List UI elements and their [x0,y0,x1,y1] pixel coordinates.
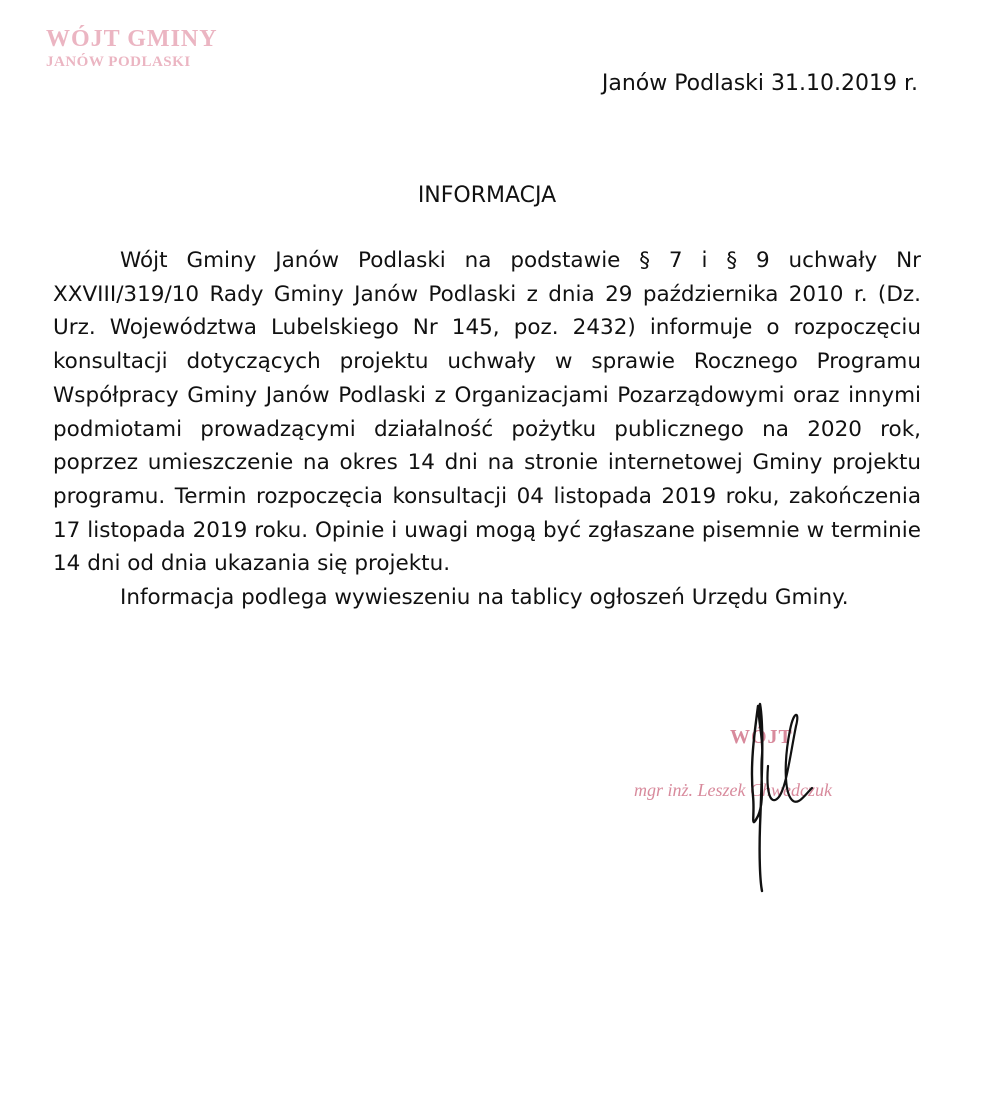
header-stamp [46,26,218,71]
document-body [53,244,921,615]
handwritten-signature [720,696,840,896]
document-date: Janów Podlaski 31.10.2019 r. [601,71,918,96]
signature-stamp-name: mgr inż. Leszek Chwedczuk [634,780,832,800]
document-title: INFORMACJA [417,183,557,208]
posting-note-paragraph: Informacja podlega wywieszeniu na tablicy ogłoszeń Urzędu Gminy. [120,585,849,611]
main-paragraph: Wójt Gminy Janów Podlaski na podstawie § 7 i § 9 uchwały Nr XXVIII/319/10 Rady Gminy Janów Podlaski z dnia 29 października 2010 r. (Dz. Urz. Województwa Lubelskiego Nr 145, poz. 2432) informuje o rozpoczęciu konsultacji dotyczących projektu uchwały w sprawie Rocznego Programu Współpracy Gminy Janów Podlaski z Organizacjami Pozarządowymi oraz innymi podmiotami prowadzącymi działalność pożytku publicznego na 2020 rok, poprzez umieszczenie na okres 14 dni na stronie internetowej Gminy projektu programu. Termin rozpoczęcia konsultacji 04 listopada 2019 roku, zakończenia 17 listopada 2019 roku. Opinie i uwagi mogą być zgłaszane pisemnie w terminie 14 dni od dnia ukazania się projektu. [53,248,921,577]
stamp-line-1: WÓJT GMINY [46,26,218,52]
signature-stamp-title: WÓJT [730,726,793,748]
stamp-line-2: JANÓW PODLASKI [46,53,191,70]
